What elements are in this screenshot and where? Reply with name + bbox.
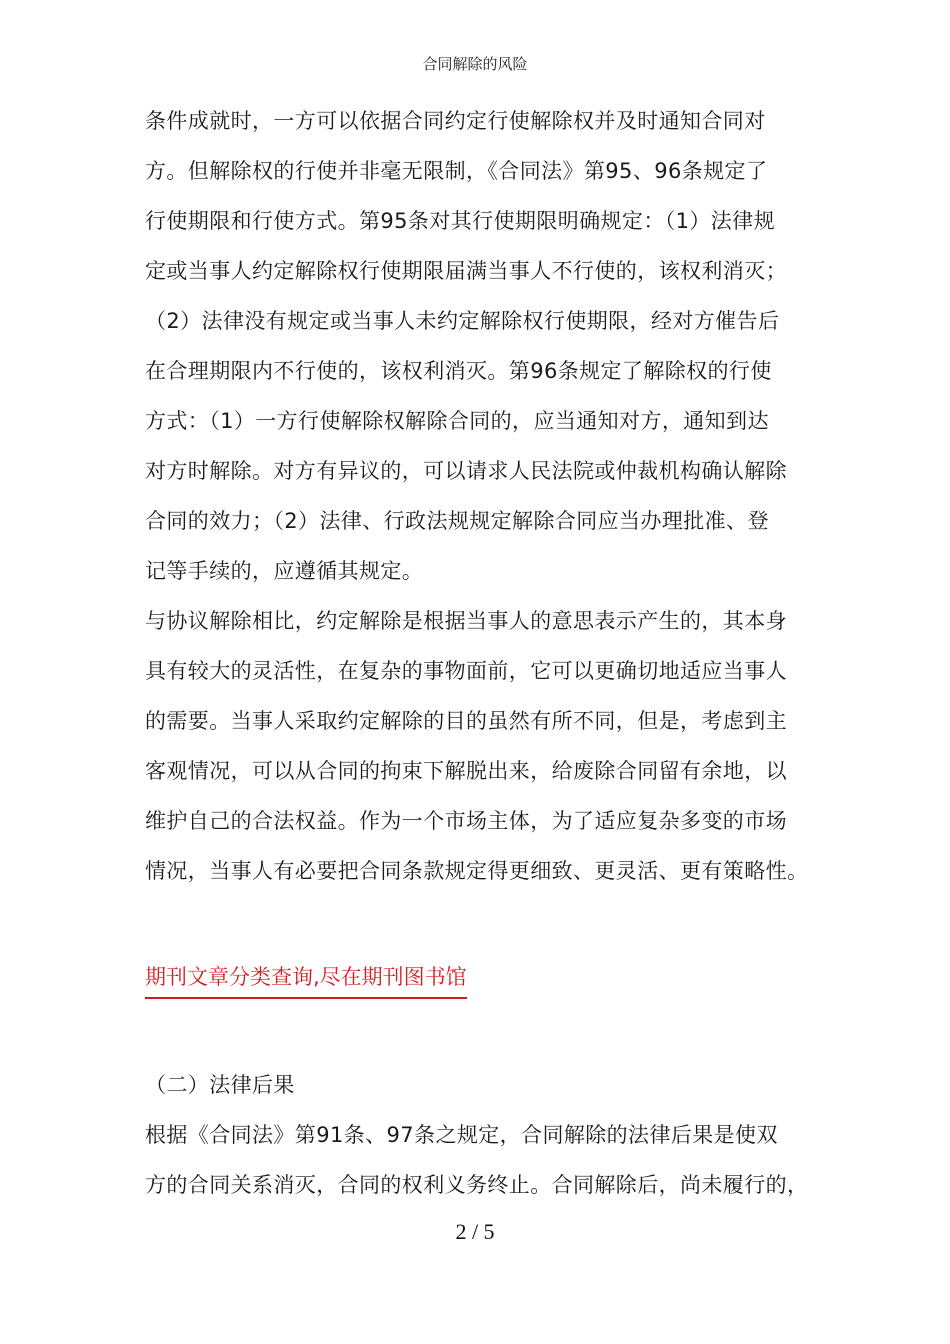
page-number: 2 / 5: [455, 1219, 495, 1244]
body-line: 客观情况，可以从合同的拘束下解脱出来，给废除合同留有余地，以: [145, 759, 787, 783]
body-line: 根据《合同法》第91条、97条之规定，合同解除的法律后果是使双: [145, 1123, 778, 1147]
body-line: 与协议解除相比，约定解除是根据当事人的意思表示产生的，其本身: [145, 609, 787, 633]
body-line: 具有较大的灵活性，在复杂的事物面前，它可以更确切地适应当事人: [145, 659, 787, 683]
body-line: 的需要。当事人采取约定解除的目的虽然有所不同，但是，考虑到主: [145, 709, 787, 733]
body-line: 记等手续的，应遵循其规定。: [145, 559, 424, 583]
body-text-block: [145, 96, 815, 896]
body-line: 方式：（1）一方行使解除权解除合同的，应当通知对方，通知到达: [145, 409, 769, 433]
body-line: 定或当事人约定解除权行使期限届满当事人不行使的，该权利消灭；: [145, 259, 787, 283]
journal-library-link[interactable]: 期刊文章分类查询,尽在期刊图书馆: [145, 958, 467, 999]
body-line: 合同的效力；（2）法律、行政法规规定解除合同应当办理批准、登: [145, 509, 769, 533]
body-line: 维护自己的合法权益。作为一个市场主体，为了适应复杂多变的市场: [145, 809, 787, 833]
section-heading: （二）法律后果: [145, 1073, 295, 1097]
body-line: 方的合同关系消灭，合同的权利义务终止。合同解除后，尚未履行的，: [145, 1173, 809, 1197]
body-line: 方。但解除权的行使并非毫无限制，《合同法》第95、96条规定了: [145, 159, 768, 183]
running-header-title: 合同解除的风险: [422, 55, 528, 73]
body-line: 条件成就时，一方可以依据合同约定行使解除权并及时通知合同对: [145, 109, 766, 133]
body-line: 情况，当事人有必要把合同条款规定得更细致、更灵活、更有策略性。: [145, 859, 809, 883]
body-line: 行使期限和行使方式。第95条对其行使期限明确规定：（1）法律规: [145, 209, 775, 233]
body-line: 在合理期限内不行使的，该权利消灭。第96条规定了解除权的行使: [145, 359, 772, 383]
body-line: （2）法律没有规定或当事人未约定解除权行使期限，经对方催告后: [145, 309, 780, 333]
body-text-block: [145, 1060, 815, 1210]
body-line: 对方时解除。对方有异议的，可以请求人民法院或仲裁机构确认解除: [145, 459, 787, 483]
